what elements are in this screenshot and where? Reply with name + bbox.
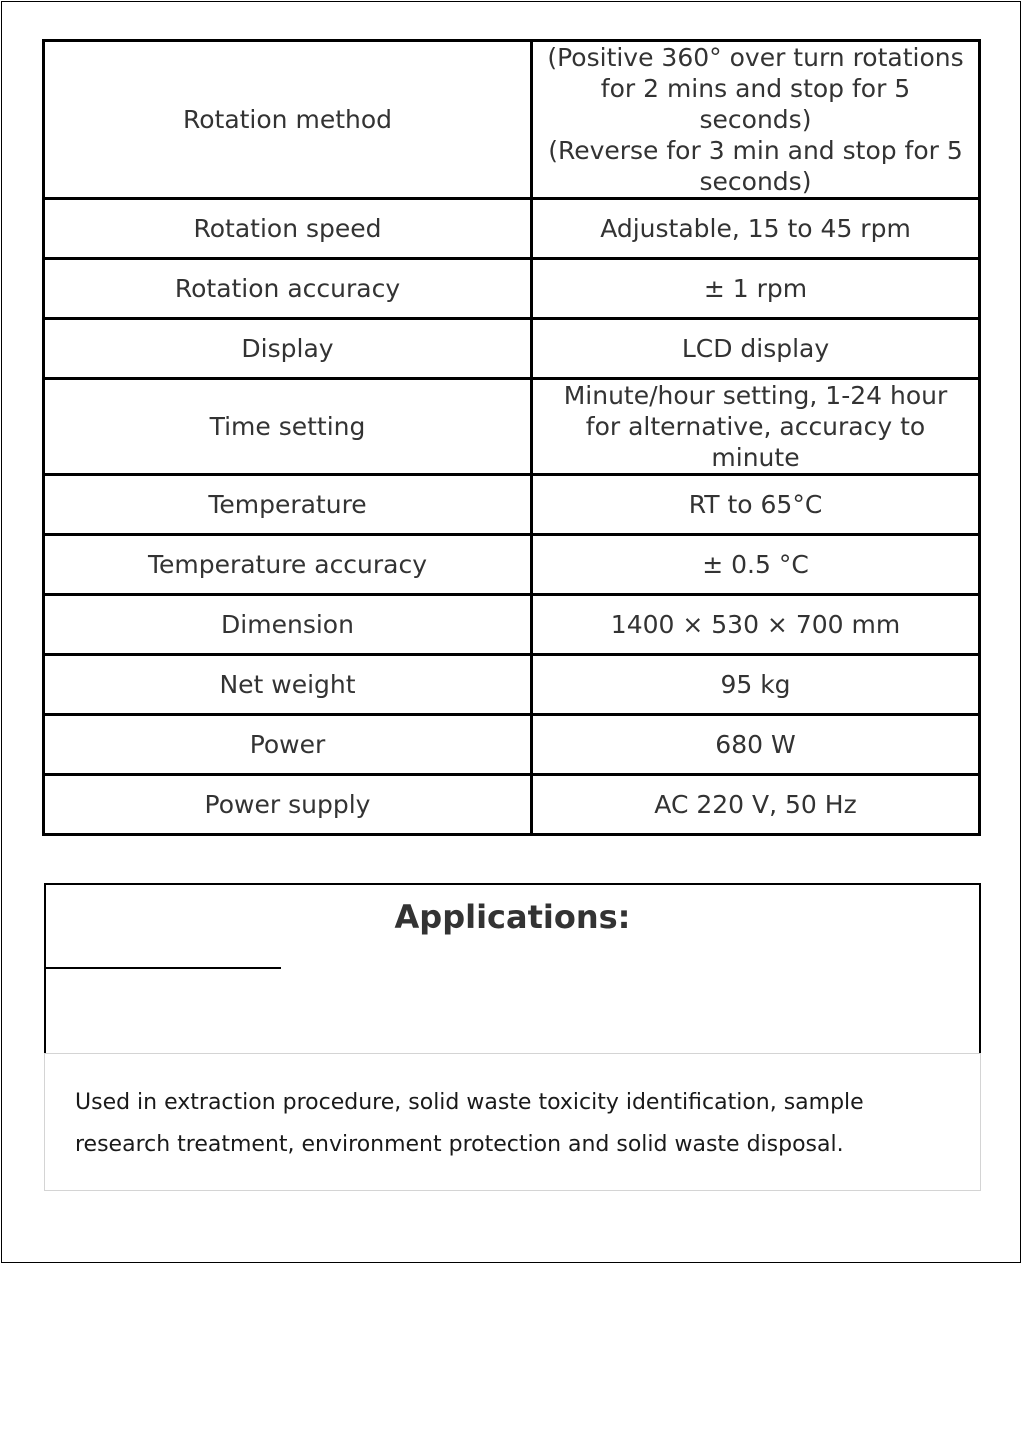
spec-value: ± 0.5 °C: [532, 535, 980, 595]
spec-row-rotation-speed: [44, 199, 980, 259]
spec-row-display: [44, 319, 980, 379]
spec-value: 680 W: [532, 715, 980, 775]
spec-label: Power supply: [44, 775, 532, 835]
spec-value: LCD display: [532, 319, 980, 379]
spec-label: Rotation accuracy: [44, 259, 532, 319]
spec-row-rotation-method: [44, 41, 980, 199]
spec-value: 1400 × 530 × 700 mm: [532, 595, 980, 655]
applications-content-box: [44, 1053, 981, 1191]
spec-value: ± 1 rpm: [532, 259, 980, 319]
spec-row-temperature: [44, 475, 980, 535]
specifications-table: [42, 39, 981, 836]
applications-header-box: [44, 883, 981, 1053]
spec-label: Temperature accuracy: [44, 535, 532, 595]
applications-description: Used in extraction procedure, solid waste toxicity identification, sample research treatment, environment protection and solid waste disposal.: [75, 1090, 864, 1157]
spec-row-net-weight: [44, 655, 980, 715]
applications-title: Applications:: [394, 898, 631, 936]
spec-value: 95 kg: [532, 655, 980, 715]
spec-label: Power: [44, 715, 532, 775]
title-underline-divider: [46, 967, 281, 969]
spec-row-dimension: [44, 595, 980, 655]
spec-label: Rotation method: [44, 41, 532, 199]
spec-row-power-supply: [44, 775, 980, 835]
spec-value: AC 220 V, 50 Hz: [532, 775, 980, 835]
spec-value: Minute/hour setting, 1-24 hour for alternative, accuracy to minute: [532, 379, 980, 475]
spec-row-rotation-accuracy: [44, 259, 980, 319]
spec-row-power: [44, 715, 980, 775]
spec-value: Adjustable, 15 to 45 rpm: [532, 199, 980, 259]
spec-label: Net weight: [44, 655, 532, 715]
spec-row-temperature-accuracy: [44, 535, 980, 595]
spec-row-time-setting: [44, 379, 980, 475]
spec-value: (Positive 360° over turn rotations for 2 mins and stop for 5 seconds) (Reverse for 3 min and stop for 5 seconds): [532, 41, 980, 199]
spec-label: Temperature: [44, 475, 532, 535]
spec-label: Time setting: [44, 379, 532, 475]
spec-label: Display: [44, 319, 532, 379]
spec-label: Rotation speed: [44, 199, 532, 259]
spec-label: Dimension: [44, 595, 532, 655]
spec-value: RT to 65°C: [532, 475, 980, 535]
